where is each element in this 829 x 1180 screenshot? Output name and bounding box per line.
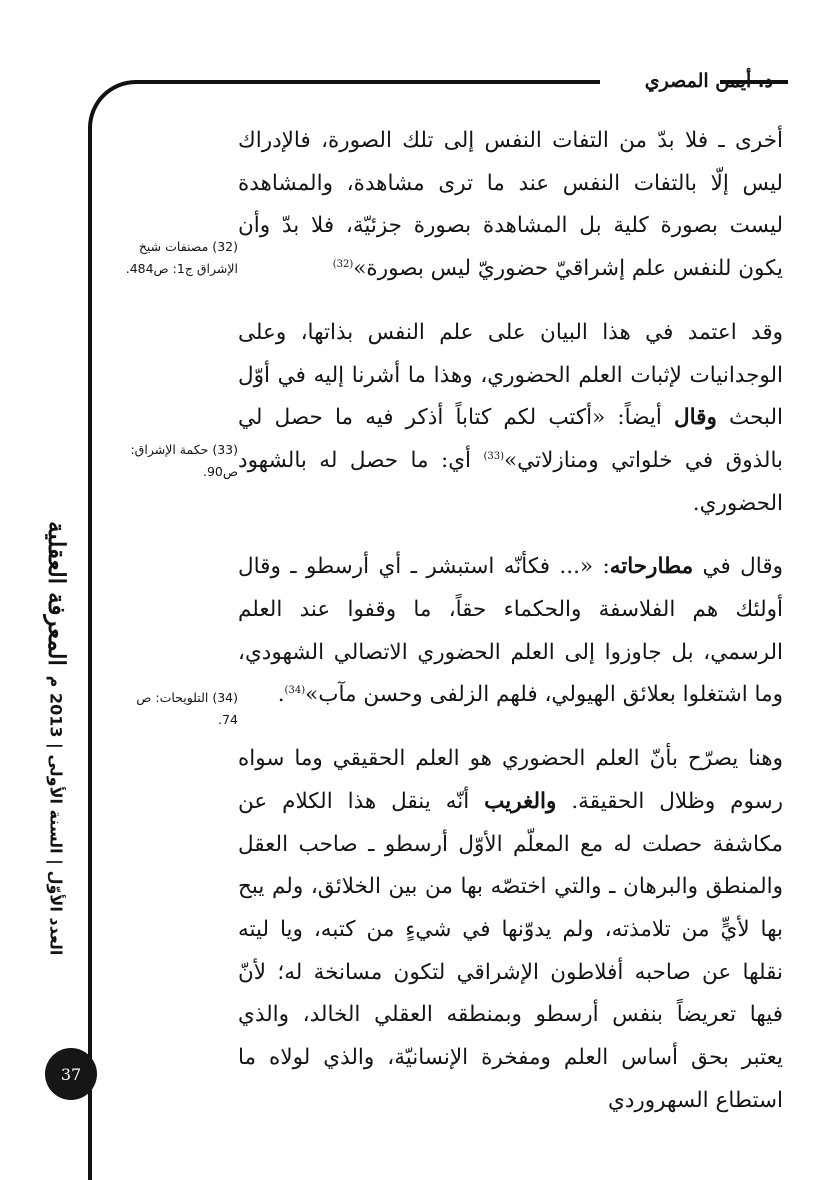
paragraph-1 xyxy=(238,120,783,291)
paragraph-4-bold: والغريب xyxy=(484,788,557,814)
paragraph-4 xyxy=(238,738,783,1122)
paragraph-3-text-a: وقال في xyxy=(693,554,783,580)
footnote-ref-33: (33) xyxy=(483,450,505,462)
paragraph-2-text-a: وقد اعتمد في هذا البيان على علم النفس بذاتها، وعلى الوجدانيات لإثبات العلم الحضوري، وهذا ما أشرنا إليه في أوّل البحث xyxy=(238,319,784,431)
paragraph-3 xyxy=(238,546,783,717)
main-text xyxy=(238,120,783,1122)
footnote-ref-32: (32) xyxy=(332,258,354,270)
paragraph-3-text-b: : «... فكأنّه استبشر ـ أي أرسطو ـ وقال أولئك هم الفلاسفة والحكماء حقاً، ما وقفوا عند العلم الرسمي، بل جاوزوا إلى العلم الحضوري الاتصالي الشهودي، وما اشتغلوا بعلائق الهيولي، فلهم الزلفى وحسن مآب» xyxy=(238,554,783,708)
margin-footnote-32: (32) مصنفات شيخ الإشراق ج1: ص484. xyxy=(125,239,238,276)
footnote-ref-34: (34) xyxy=(284,685,306,697)
page-number: 37 xyxy=(60,1064,82,1084)
paragraph-1-text: أخرى ـ فلا بدّ من التفات النفس إلى تلك الصورة، فالإدراك ليس إلّا بالتفات النفس عند ما ترى مشاهدة، والمشاهدة ليست بصورة كلية بل المشاهدة بصورة جزئيّة، فلا بدّ وأن يكون للنفس علم إشراقيّ حضوريّ ليس بصورة» xyxy=(238,128,783,282)
paragraph-4-text-a: وهنا يصرّح بأنّ العلم الحضوري هو العلم الحقيقي وما سواه رسوم وظلال الحقيقة. xyxy=(238,746,783,814)
margin-footnote-34: (34) التلويحات: ص 74. xyxy=(136,690,238,727)
running-header-author: د. أيمن المصري xyxy=(644,70,773,92)
paragraph-2-bold: وقال xyxy=(674,405,717,431)
journal-logo-text: المعرفة العقلية xyxy=(42,520,70,666)
journal-logo xyxy=(27,518,85,668)
paragraph-3-text-c: . xyxy=(277,682,285,708)
paragraph-4-text-b: أنّه ينقل هذا الكلام عن مكاشفة حصلت له مع المعلّم الأوّل أرسطو ـ صاحب العقل والمنطق والبرهان ـ والتي اختصّه بها من بين الخلائق، ولم يبح بها لأيٍّ من تلامذته، ولم يدوّنها في شيءٍ من كتبه، ويا ليته نقلها عن صاحبه أفلاطون الإشراقي لتكون مسانخة له؛ لأنّ فيها تعريضاً بنفس أرسطو وبمنطقه العقلي الخالد، والذي يعتبر بحق أساس العلم ومفخرة الإنسانيّة، والذي لولاه ما استطاع السهروردي xyxy=(238,788,783,1113)
issue-label xyxy=(33,675,79,956)
page-number-badge xyxy=(45,1048,97,1100)
paragraph-2-text-c: أي: ما حصل له بالشهود الحضوري. xyxy=(238,447,783,516)
issue-label-text: العدد الأوّل | السنة الأولى | 2013 م xyxy=(46,675,66,956)
paragraph-2-text-b: أيضاً: «أكتب لكم كتاباً أذكر فيه ما حصل لي بالذوق في خلواتي ومنازلاتي» xyxy=(238,405,783,473)
paragraph-3-bold: مطارحاته xyxy=(609,554,694,580)
paragraph-2 xyxy=(238,312,783,526)
margin-footnote-33: (33) حكمة الإشراق: ص90. xyxy=(130,442,238,479)
